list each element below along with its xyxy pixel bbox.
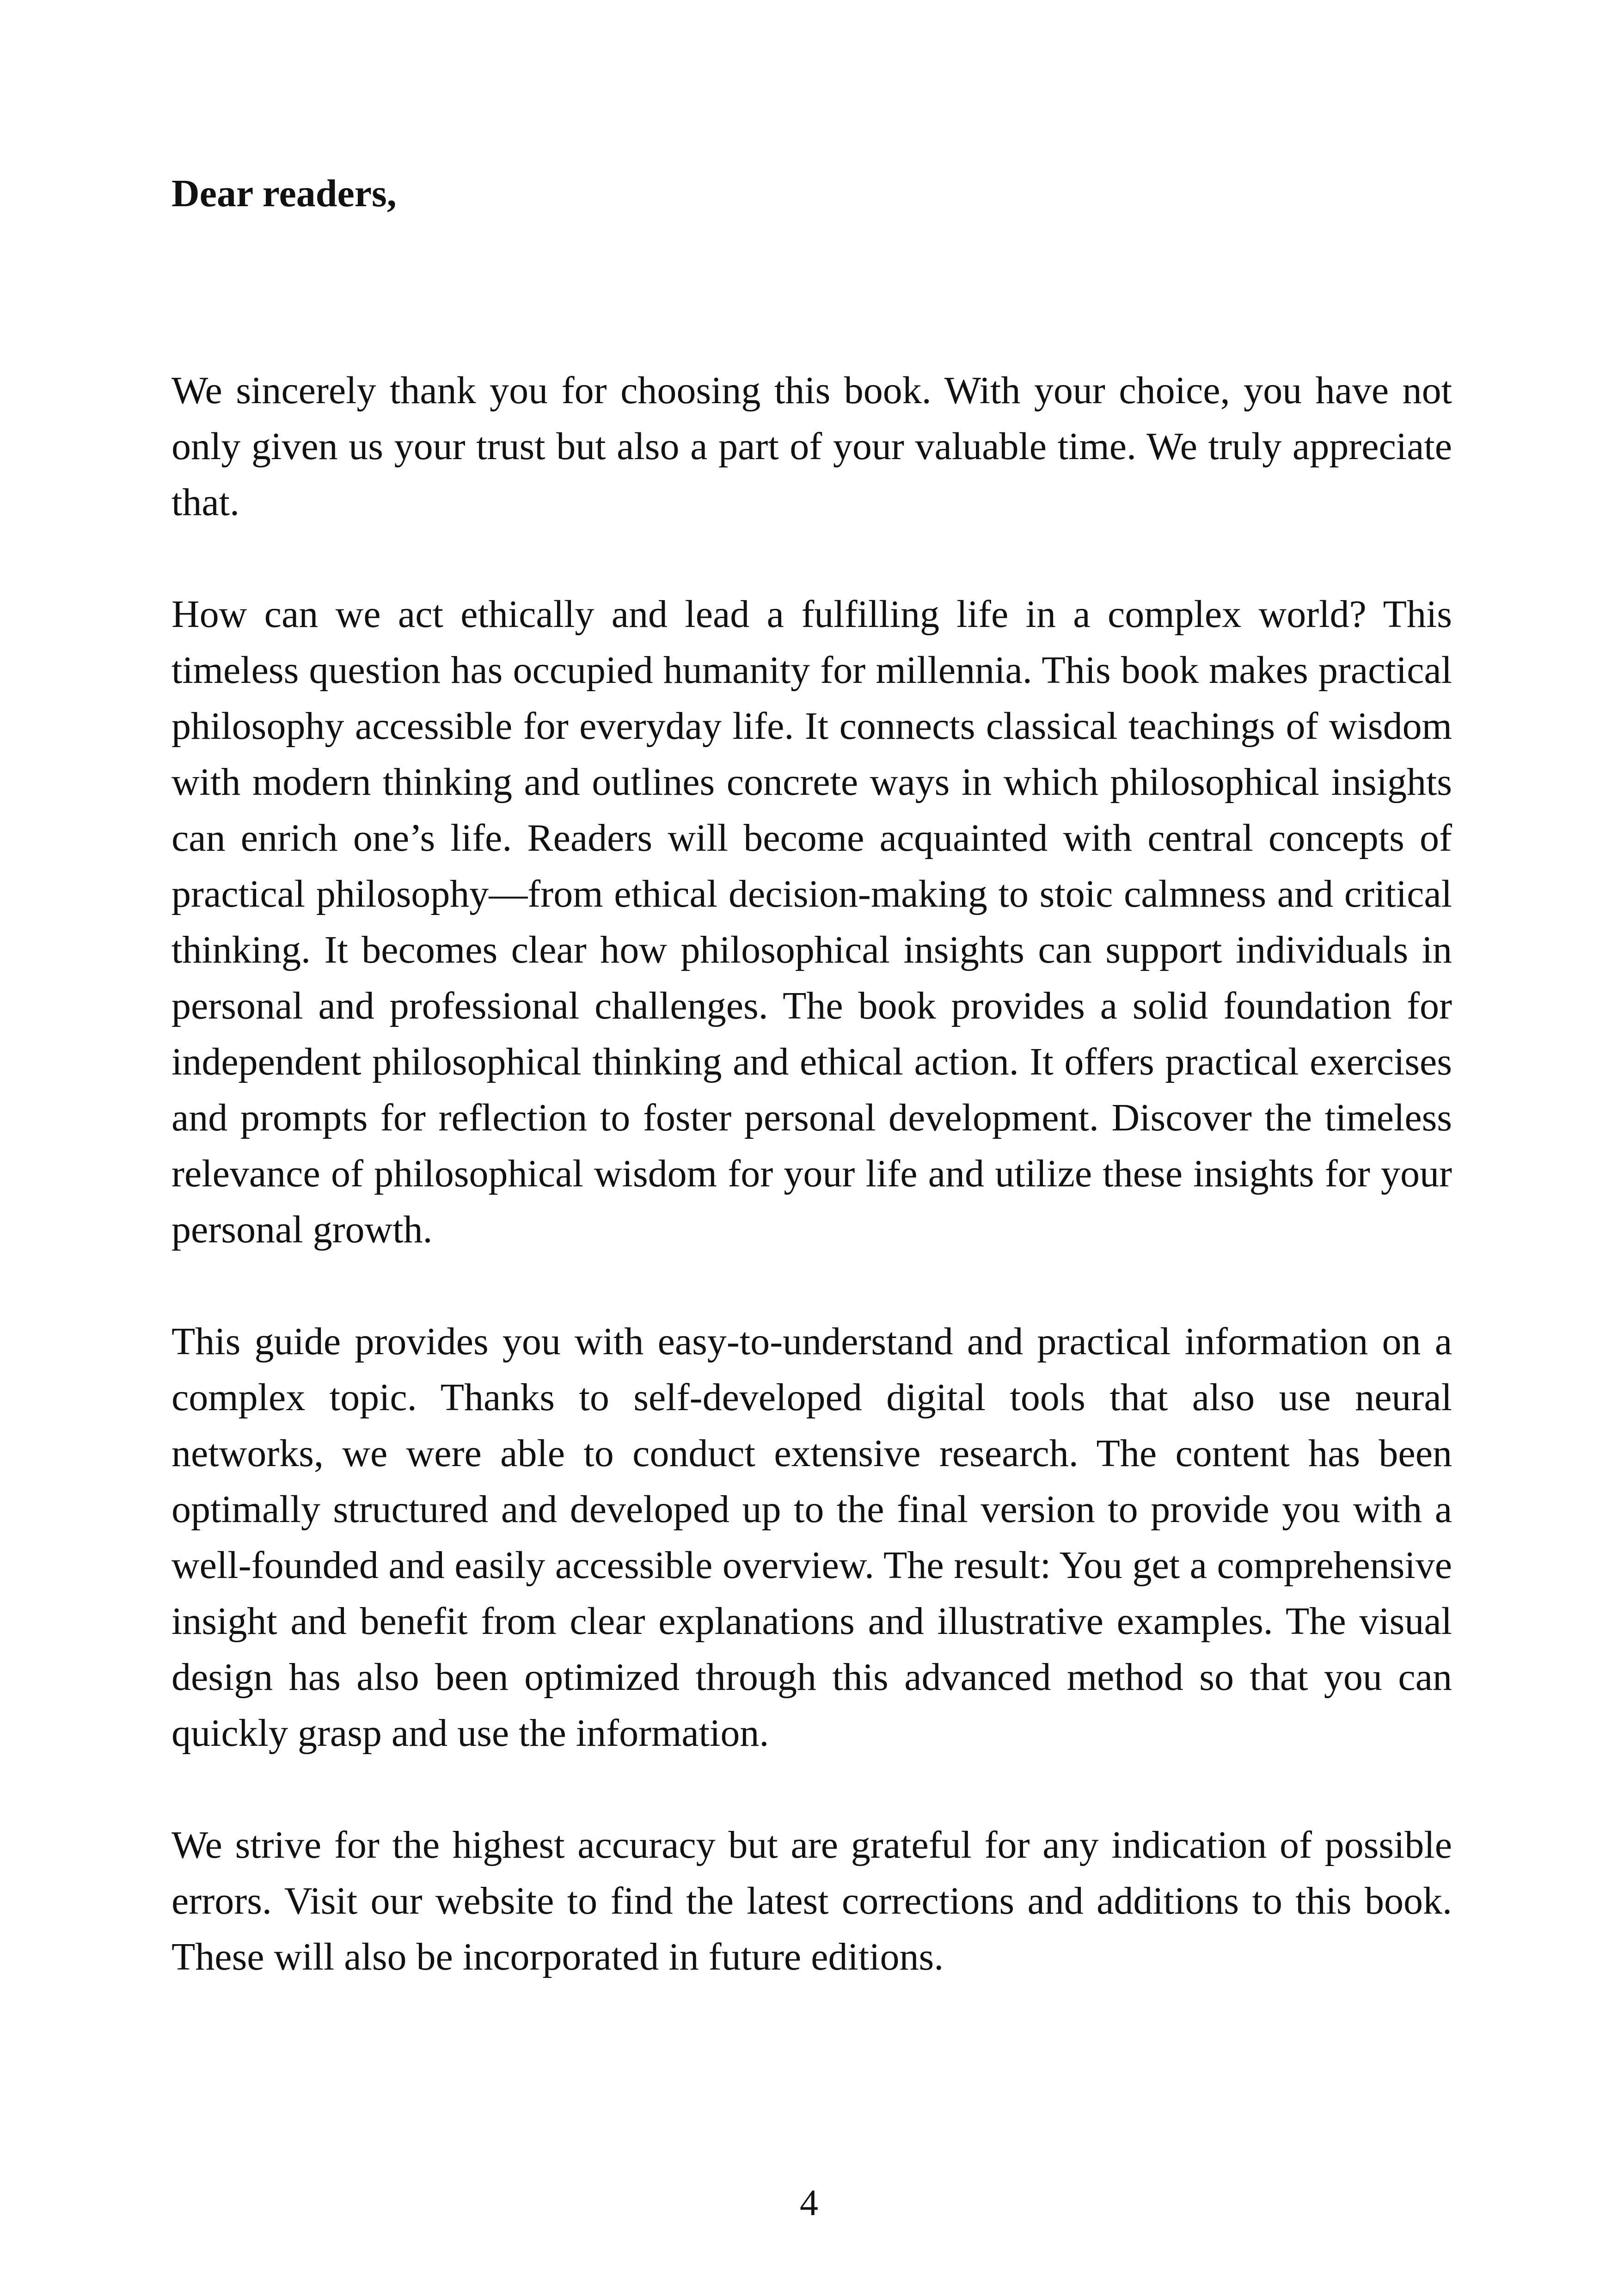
- salutation-heading: Dear readers,: [172, 172, 397, 215]
- page-content: [172, 166, 1452, 2041]
- page-number: 4: [800, 2183, 818, 2223]
- paragraph-thanks: We sincerely thank you for choosing this book. With your choice, you have not only given us your trust but also a part of your valuable time. We truly appreciate that.: [172, 368, 1452, 524]
- paragraph-book-description: How can we act ethically and lead a fulfilling life in a complex world? This timeless question has occupied humanity for millennia. This book makes practical philosophy accessible for everyday life. It connects classical teachings of wisdom with modern thinking and outlines concrete ways in which philosophical insights can enrich one’s life. Readers will become acquainted with central concepts of practical philosophy—from ethical decision-making to stoic calmness and critical thinking. It becomes clear how philosophical insights can support individuals in personal and professional challenges. The book provides a solid foundation for independent philosophical thinking and ethical action. It offers practical exercises and prompts for reflection to foster personal development. Discover the timeless relevance of philosophical wisdom for your life and utilize these insights for your personal growth.: [172, 592, 1452, 1251]
- paragraph-guide-info: This guide provides you with easy-to-understand and practical information on a complex topic. Thanks to self-developed digital tools that also use neural networks, we were able to conduct extensive research. The content has been optimally structured and developed up to the final version to provide you with a well-founded and easily accessible overview. The result: You get a comprehensive insight and benefit from clear explanations and illustrative examples. The visual design has also been optimized through this advanced method so that you can quickly grasp and use the information.: [172, 1320, 1452, 1755]
- paragraph-corrections: We strive for the highest accuracy but are grateful for any indication of possible errors. Visit our website to find the latest corrections and additions to this book. These will also be incorporated in future editions.: [172, 1823, 1452, 1978]
